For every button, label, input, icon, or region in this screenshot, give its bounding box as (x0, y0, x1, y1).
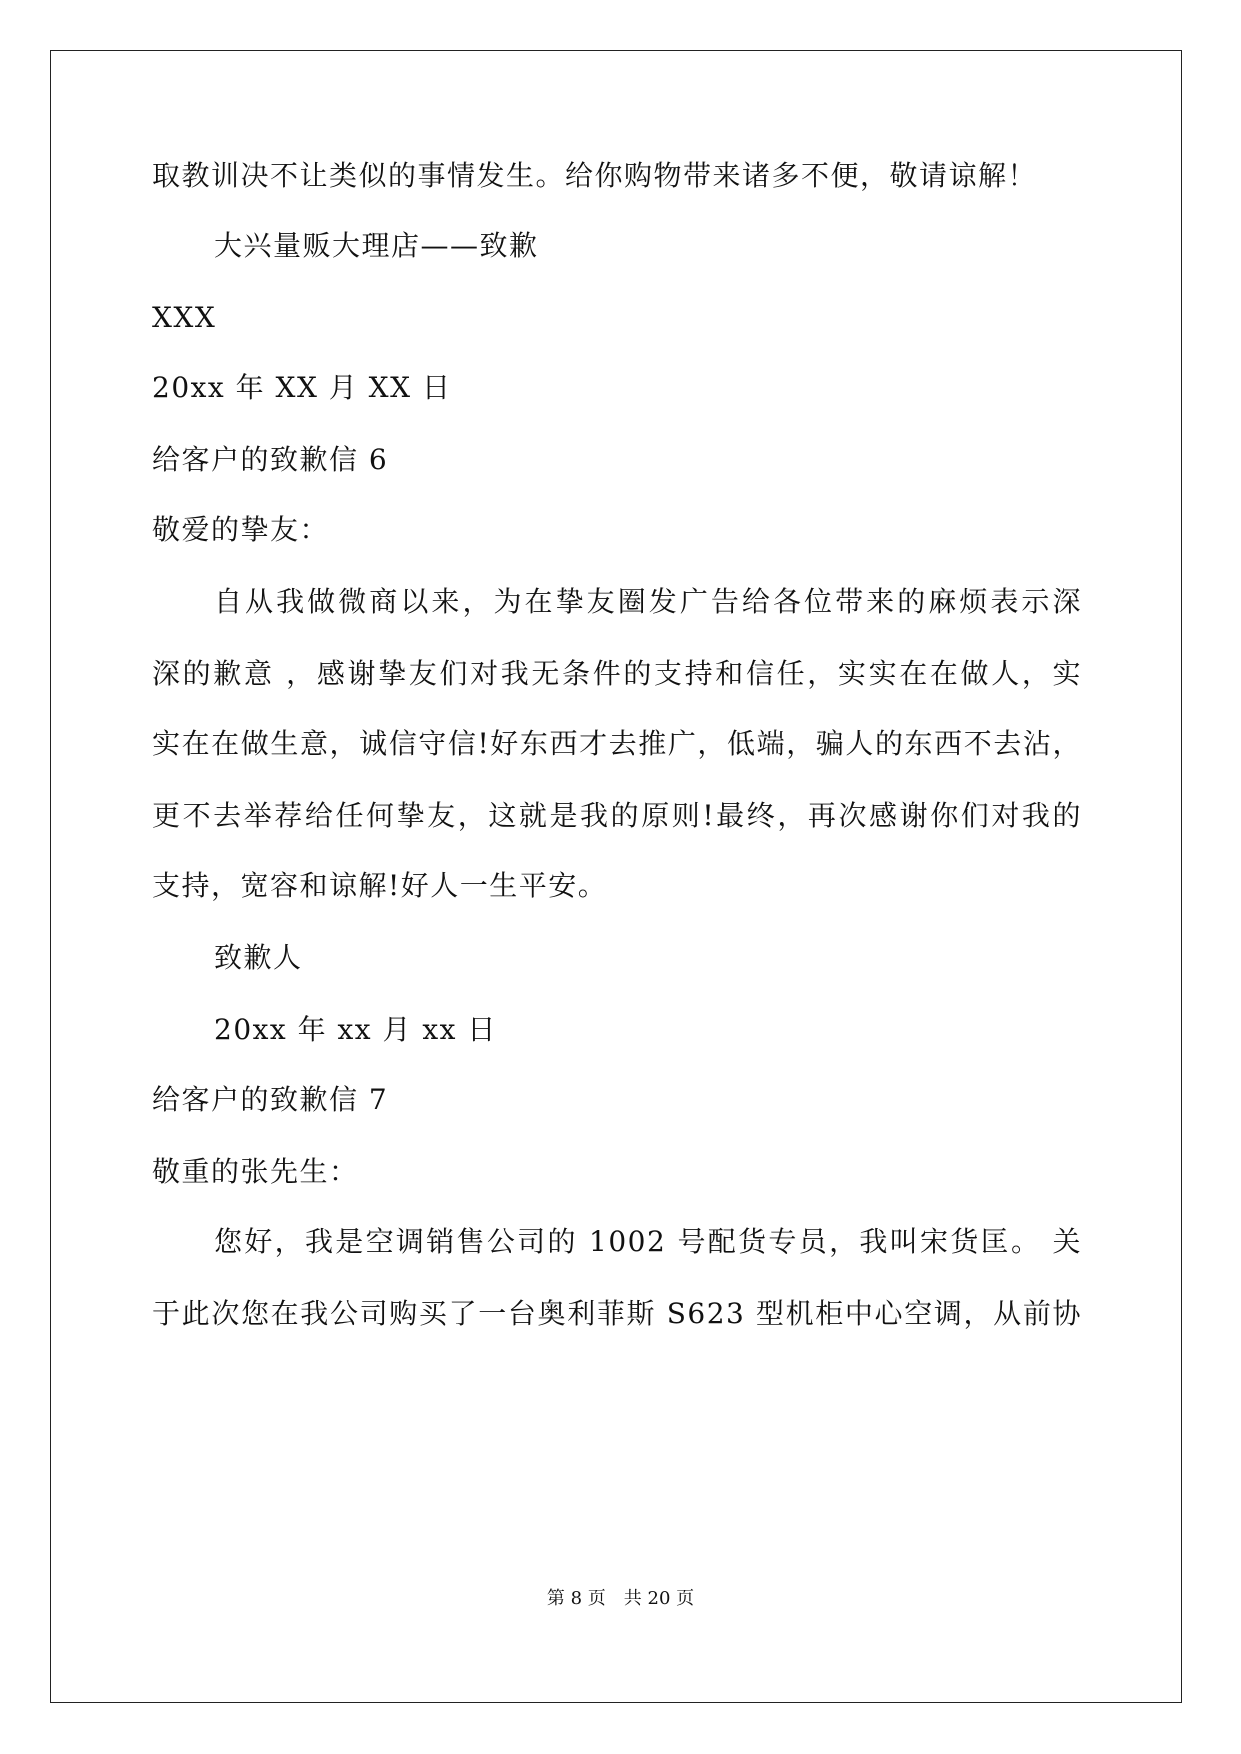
body-line: 更不去举荐给任何挚友，这就是我的原则!最终，再次感谢你们对我的 (152, 799, 1082, 832)
signature-name: XXX (152, 301, 217, 334)
page-total: 共 20 页 (623, 1588, 695, 1609)
body-line: 于此次您在我公司购买了一台奥利菲斯 S623 型机柜中心空调，从前协 (152, 1297, 1082, 1330)
salutation: 敬重的张先生： (152, 1155, 359, 1188)
body-line: 自从我做微商以来，为在挚友圈发广告给各位带来的麻烦表示深 (214, 585, 1082, 618)
body-line: 您好，我是空调销售公司的 1002 号配货专员，我叫宋货匡。 关 (214, 1225, 1082, 1258)
body-line: 取教训决不让类似的事情发生。给你购物带来诸多不便，敬请谅解！ (152, 159, 1038, 192)
page-number: 第 8 页 (546, 1588, 606, 1609)
section-heading: 给客户的致歉信 6 (152, 443, 389, 476)
body-line: 实在在做生意，诚信守信!好东西才去推广，低端，骗人的东西不去沾， (152, 727, 1082, 760)
signature-line: 致歉人 (214, 941, 303, 974)
salutation: 敬爱的挚友： (152, 513, 330, 546)
body-line: 深的歉意 ，感谢挚友们对我无条件的支持和信任，实实在在做人，实 (152, 657, 1082, 690)
signature-date: 20xx 年 xx 月 xx 日 (214, 1013, 497, 1046)
section-heading: 给客户的致歉信 7 (152, 1083, 389, 1116)
signature-line: 大兴量贩大理店——致歉 (214, 229, 539, 262)
signature-date: 20xx 年 XX 月 XX 日 (152, 371, 452, 404)
body-line: 支持，宽容和谅解!好人一生平安。 (152, 869, 608, 902)
page-footer (0, 1587, 1241, 1611)
